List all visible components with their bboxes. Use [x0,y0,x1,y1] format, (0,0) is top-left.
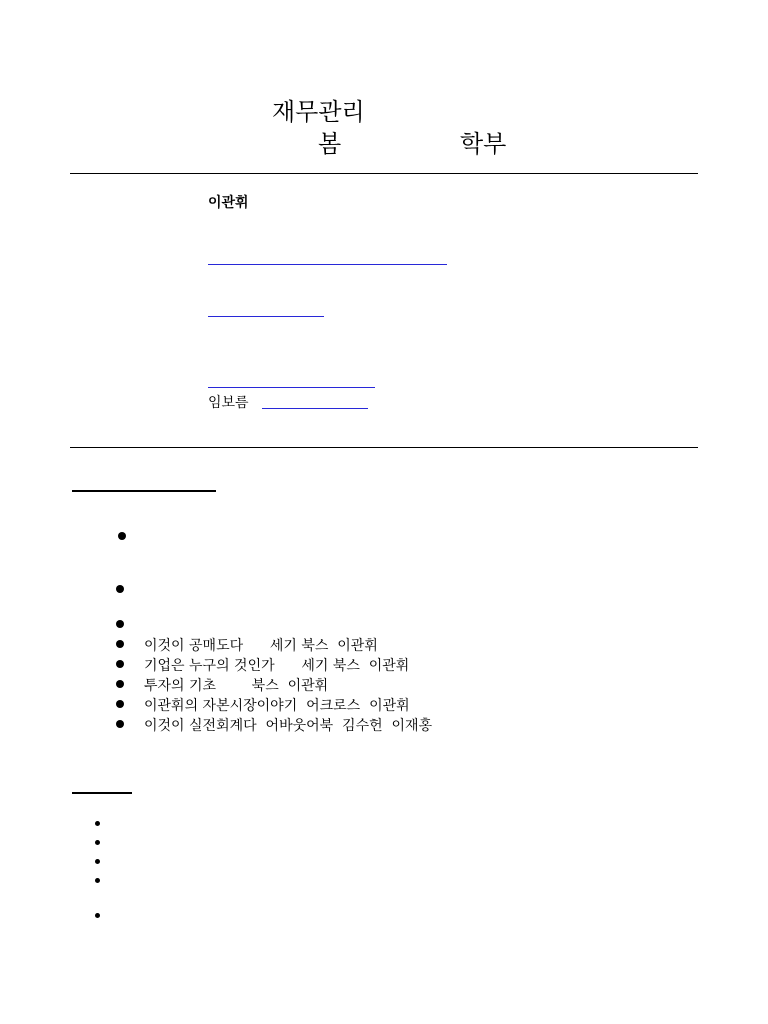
list-bullet [116,660,124,668]
section-heading-underline [72,792,132,794]
list-bullet [116,640,124,648]
ta-name: 임보름 [208,395,249,411]
instructor-email-link[interactable] [208,264,447,265]
instructor-name: 이관휘 [208,195,249,211]
textbook-item: 이것이 실전회계다 어바웃어북 김수헌 이재홍 [144,718,433,734]
textbook-item: 이것이 공매도다 세기 북스 이관휘 [144,638,378,654]
list-bullet [95,913,100,918]
list-bullet [116,680,124,688]
list-bullet [95,840,100,845]
list-bullet [95,821,100,826]
ta-contact-link[interactable] [208,387,375,388]
list-bullet [95,859,100,864]
list-bullet [116,720,124,728]
section-heading-underline [72,490,216,492]
department-label: 학부 [460,130,507,158]
info-divider [70,447,698,448]
textbook-item: 기업은 누구의 것인가 세기 북스 이관휘 [144,658,410,674]
list-bullet [95,878,100,883]
list-bullet [118,532,126,540]
textbook-item: 투자의 기초 북스 이관휘 [144,678,329,694]
list-bullet [116,585,124,593]
list-bullet [116,620,124,628]
course-title: 재무관리 [272,98,365,126]
header-divider [70,173,698,174]
term-label: 봄 [318,130,342,158]
instructor-homepage-link[interactable] [208,316,324,317]
ta-email-link[interactable] [262,408,368,409]
textbook-item: 이관휘의 자본시장이야기 어크로스 이관휘 [144,698,410,714]
list-bullet [116,700,124,708]
